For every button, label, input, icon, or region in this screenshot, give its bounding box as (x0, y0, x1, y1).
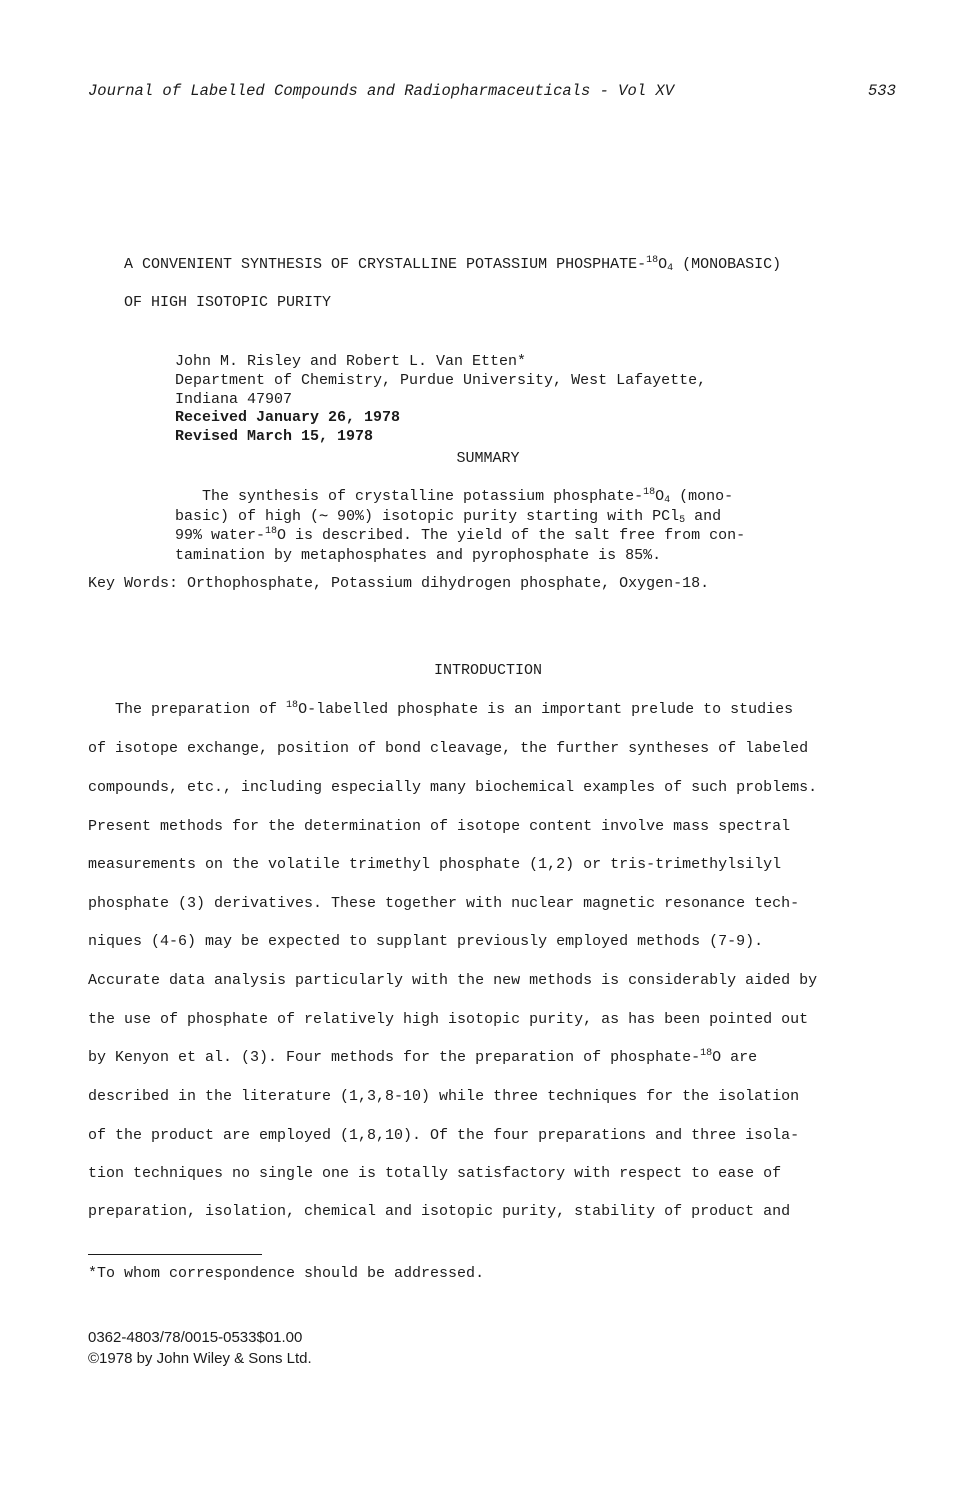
intro-line-8: Accurate data analysis particularly with the new methods is considerably aided by (88, 972, 818, 989)
title-suffix: (MONOBASIC) (673, 256, 782, 273)
summary-l3-b: O is described. The yield of the salt free from con- (277, 527, 746, 544)
summary-line-2 (175, 507, 815, 527)
title-text: A CONVENIENT SYNTHESIS OF CRYSTALLINE POTASSIUM PHOSPHATE- (124, 256, 647, 273)
intro-line-14: preparation, isolation, chemical and isotopic purity, stability of product and (88, 1203, 791, 1220)
summary-heading: SUMMARY (456, 450, 520, 467)
key-words: Key Words: Orthophosphate, Potassium dihydrogen phosphate, Oxygen-18. (88, 575, 710, 592)
received-date: Received January 26, 1978 (175, 409, 401, 426)
intro-l10-sup: 18 (700, 1048, 713, 1059)
title-subscript: 4 (667, 263, 674, 274)
summary-l1-b: (mono- (670, 488, 734, 505)
summary-line-4: tamination by metaphosphates and pyrophosphate is 85%. (175, 546, 662, 564)
intro-line-12: of the product are employed (1,8,10). Of the four preparations and three isola- (88, 1127, 800, 1144)
summary-l2-b: and (685, 507, 722, 525)
title-oxygen: O (658, 256, 668, 273)
affiliation-line-1: Department of Chemistry, Purdue University, West Lafayette, (175, 372, 707, 389)
summary-l1-sub: 4 (664, 495, 671, 506)
copyright-notice: ©1978 by John Wiley & Sons Ltd. (88, 1350, 312, 1367)
summary-l1-o: O (655, 488, 665, 505)
intro-line-10 (88, 1049, 757, 1066)
summary-l3-a: 99% water- (175, 527, 266, 544)
intro-line-13: tion techniques no single one is totally satisfactory with respect to ease of (88, 1165, 782, 1182)
running-head: Journal of Labelled Compounds and Radiopharmaceuticals - Vol XV (88, 82, 674, 100)
intro-line-5: measurements on the volatile trimethyl phosphate (1,2) or tris-trimethylsilyl (88, 856, 782, 873)
intro-line-9: the use of phosphate of relatively high isotopic purity, as has been pointed out (88, 1011, 809, 1028)
summary-l1-sup: 18 (643, 487, 656, 498)
intro-l1-a: The preparation of (88, 701, 287, 718)
intro-line-4: Present methods for the determination of isotope content involve mass spectral (88, 818, 791, 835)
intro-line-1 (88, 701, 793, 718)
article-title-line-2: OF HIGH ISOTOPIC PURITY (124, 294, 332, 311)
footnote-rule (88, 1254, 262, 1255)
intro-l1-b: O-labelled phosphate is an important prelude to studies (298, 701, 794, 718)
page-number: 533 (868, 82, 896, 100)
summary-l2-sub: 5 (679, 514, 686, 526)
summary-text (175, 487, 815, 565)
summary-l1-a: The synthesis of crystalline potassium phosphate- (202, 488, 644, 505)
intro-l1-sup: 18 (286, 700, 299, 711)
introduction-heading: INTRODUCTION (433, 662, 543, 679)
intro-line-11: described in the literature (1,3,8-10) while three techniques for the isolation (88, 1088, 800, 1105)
intro-line-2: of isotope exchange, position of bond cleavage, the further syntheses of labeled (88, 740, 809, 757)
summary-l2-a: basic) of high (∼ 90%) isotopic purity starting with PCl (175, 507, 680, 525)
summary-l3-sup: 18 (265, 526, 278, 537)
copyright-code: 0362-4803/78/0015-0533$01.00 (88, 1329, 303, 1346)
affiliation-line-2: Indiana 47907 (175, 391, 293, 408)
intro-line-7: niques (4-6) may be expected to supplant previously employed methods (7-9). (88, 933, 764, 950)
title-superscript: 18 (646, 255, 659, 266)
footnote: *To whom correspondence should be addressed. (88, 1265, 485, 1282)
summary-line-1 (175, 487, 815, 507)
author-names: John M. Risley and Robert L. Van Etten* (175, 353, 527, 370)
intro-line-3: compounds, etc., including especially many biochemical examples of such problems. (88, 779, 818, 796)
summary-line-3 (175, 526, 815, 546)
article-title-line-1 (124, 256, 781, 273)
revised-date: Revised March 15, 1978 (175, 428, 374, 445)
intro-l10-b: O are (712, 1049, 758, 1066)
intro-line-6: phosphate (3) derivatives. These together with nuclear magnetic resonance tech- (88, 895, 800, 912)
intro-l10-a: by Kenyon et al. (3). Four methods for the preparation of phosphate- (88, 1049, 701, 1066)
